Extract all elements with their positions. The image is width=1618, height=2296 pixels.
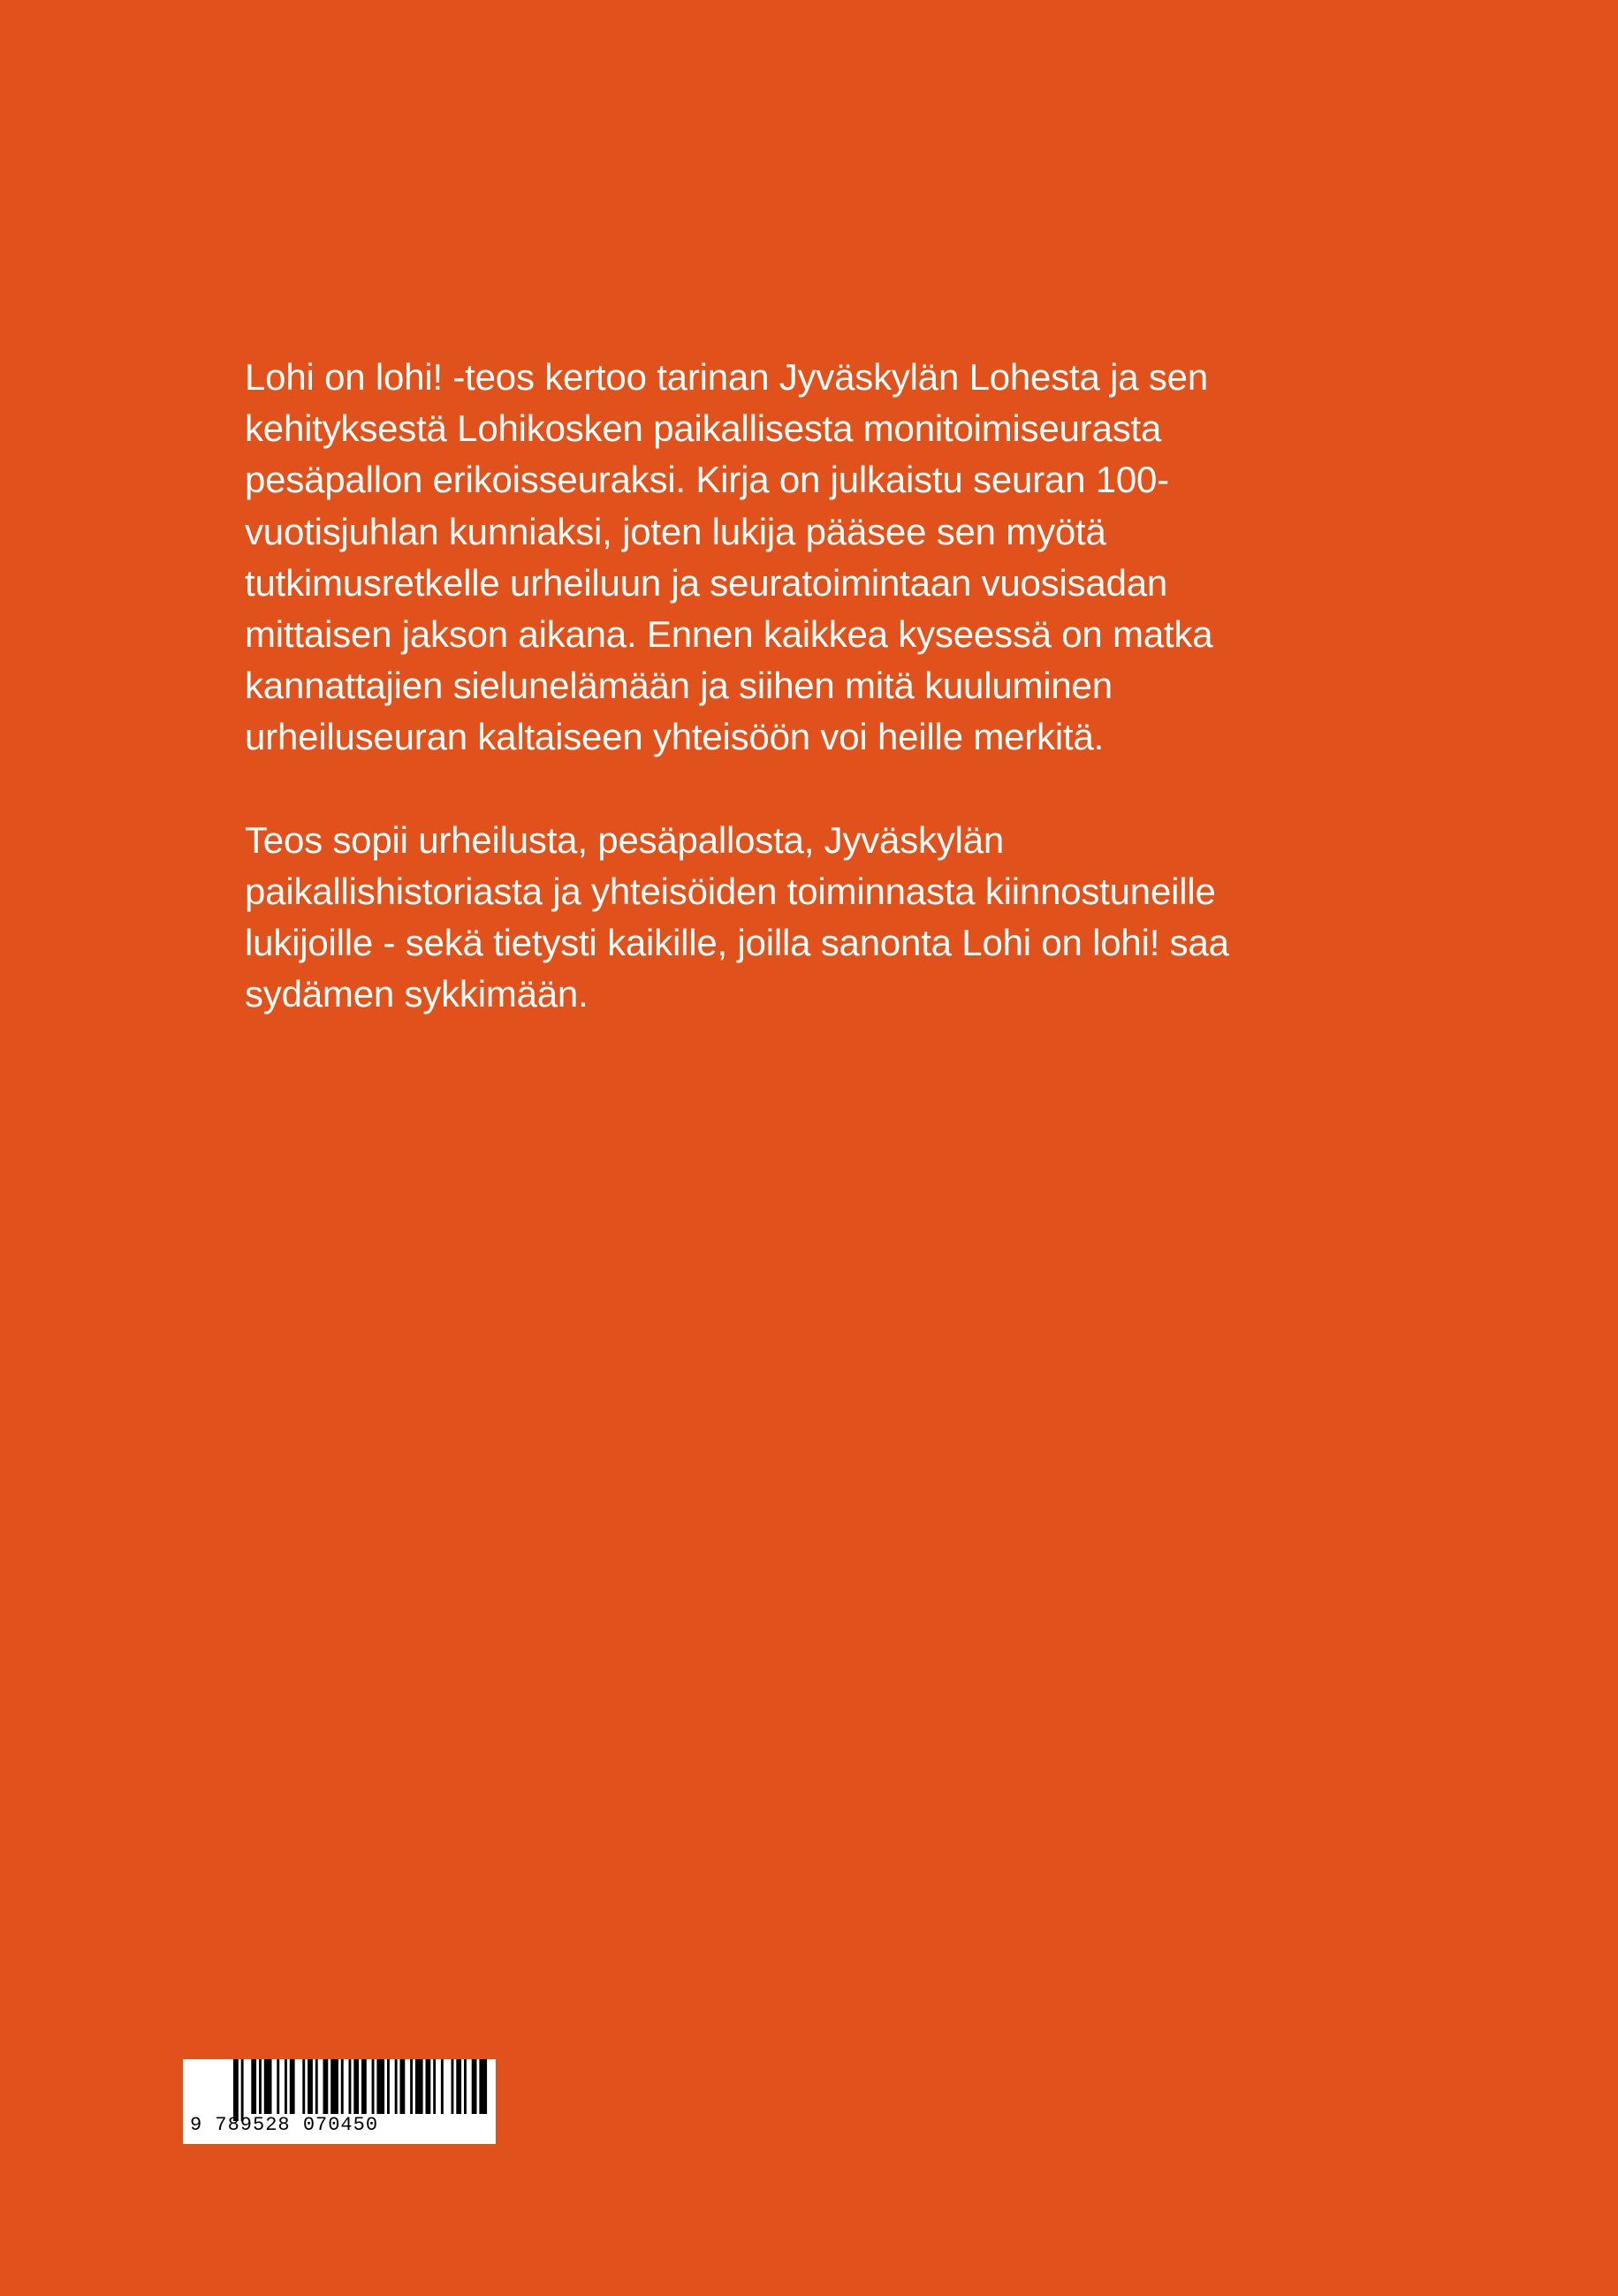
barcode-bar — [376, 2059, 384, 2114]
barcode-bar — [426, 2059, 431, 2114]
barcode-bar — [361, 2059, 367, 2114]
isbn-barcode — [183, 2059, 496, 2144]
barcode-bar — [415, 2059, 423, 2114]
barcode-bar — [353, 2059, 359, 2114]
barcode-bar — [372, 2059, 375, 2114]
barcode-bar — [302, 2059, 305, 2114]
barcode-bar — [410, 2059, 413, 2114]
barcode-bar — [330, 2059, 338, 2114]
barcode-bar — [479, 2059, 487, 2114]
barcode-bar — [277, 2059, 279, 2114]
barcode-bar — [464, 2059, 467, 2114]
barcode-bar — [264, 2059, 272, 2114]
barcode-bar — [456, 2059, 461, 2114]
barcode-bar — [259, 2059, 262, 2114]
isbn-number: 9 789528 070450 — [190, 2114, 379, 2136]
barcode-bar — [251, 2059, 256, 2114]
barcode-bar — [285, 2059, 287, 2114]
barcode-bar — [315, 2059, 318, 2114]
blurb-paragraph-2: Teos sopii urheilusta, pesäpallosta, Jyväskylän paikallishistoriasta ja yhteisöiden toiminnasta kiinnostuneille lukijoille - sekä tietysti kaikille, joilla sanonta Lohi on lohi! saa sydämen sykkimään. — [245, 818, 1229, 1015]
back-cover-blurb — [245, 352, 1394, 1020]
barcode-bar — [441, 2059, 444, 2114]
barcode-bar — [395, 2059, 398, 2114]
barcode-bar — [290, 2059, 295, 2114]
barcode-bar — [433, 2059, 436, 2114]
barcode-bar — [387, 2059, 390, 2114]
barcode-bar — [472, 2059, 477, 2114]
barcode-bar — [341, 2059, 344, 2114]
barcode-bar — [452, 2059, 454, 2114]
barcode-bar — [400, 2059, 406, 2114]
barcode-bar — [323, 2059, 329, 2114]
barcode-bar — [308, 2059, 313, 2114]
barcode-bar — [349, 2059, 352, 2114]
blurb-paragraph-1: Lohi on lohi! -teos kertoo tarinan Jyväskylän Lohesta ja sen kehityksestä Lohikosken paikallisesta monitoimiseurasta pesäpallon erikoisseuraksi. Kirja on julkaistu seuran 100- vuotisjuhlan kunniaksi, joten lukija pääsee sen myötä tutkimusretkelle urheiluun ja seuratoimintaan vuosisadan mittaisen jakson aikana. Ennen kaikkea kyseessä on matka kannattajien sielunelämään ja siihen mitä kuuluminen urheiluseuran kaltaiseen yhteisöön voi heille merkitä. — [245, 356, 1213, 758]
